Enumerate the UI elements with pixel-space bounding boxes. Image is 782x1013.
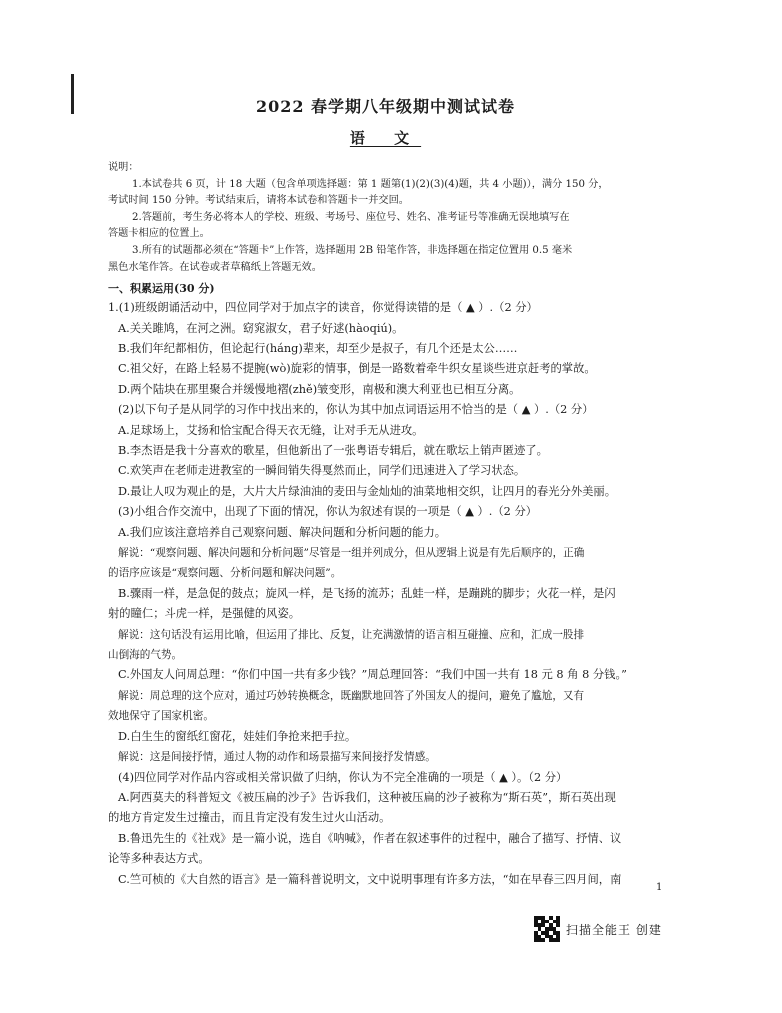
option-c: C.祖父好，在路上轻易不提腕(wò)旋彩的情事，倒是一路数着牵牛织女星谈些进京赶考的掌故。 — [118, 362, 596, 376]
explanation: 解说：这是间接抒情，通过人物的动作和场景描写来间接抒发情感。 — [118, 751, 436, 764]
question-1-4: (4)四位同学对作品内容或相关常识做了归纳，你认为不完全准确的一项是（ ▲ ）。（2 分） — [118, 770, 568, 784]
option-d: D.白生生的窗纸红窗花，娃娃们争抢来把手拉。 — [118, 729, 357, 743]
explanation: 解说：“观察问题、解决问题和分析问题”尽管是一组并列成分，但从逻辑上说是有先后顺序的，正确 — [118, 547, 585, 560]
option-b: B.我们年纪都相仿，但论起行(háng)辈来，却至少是叔子，有几个还是太公…… — [118, 341, 518, 355]
instruction-line: 3.所有的试题都必须在“答题卡”上作答，选择题用 2B 铅笔作答，非选择题在指定位置用 0.5 毫米 — [132, 244, 573, 256]
page-number: 1 — [656, 882, 663, 893]
explanation: 解说：周总理的这个应对，通过巧妙转换概念，既幽默地回答了外国友人的提问，避免了尴尬，又有 — [118, 689, 585, 702]
scanner-watermark — [534, 916, 662, 942]
explanation: 的语序应该是“观察问题、分析问题和解决问题”。 — [108, 567, 342, 580]
page-title: 2022 春学期八年级期中测试试卷 — [255, 97, 516, 116]
section-heading: 一、积累运用(30 分) — [108, 282, 215, 296]
explanation: 效地保守了国家机密。 — [108, 710, 214, 723]
instruction-line: 2.答题前，考生务必将本人的学校、班级、考场号、座位号、姓名、准考证号等准确无误地填写在 — [132, 211, 570, 223]
option-a: A.我们应该注意培养自己观察问题、解决问题和分析问题的能力。 — [118, 525, 447, 539]
instruction-line: 黑色水笔作答。在试卷或者草稿纸上答题无效。 — [108, 261, 322, 273]
option-a: A.足球场上，艾扬和恰宝配合得天衣无缝，让对手无从进攻。 — [118, 423, 424, 437]
option-c: C.外国友人问周总理：“你们中国一共有多少钱？”周总理回答：“我们中国一共有 18 元 8 角 8 分钱。” — [118, 668, 627, 682]
subject-heading: 语 文 — [349, 129, 422, 147]
instructions-heading: 说明： — [108, 162, 139, 173]
option-c: C.欢笑声在老师走进教室的一瞬间销失得戛然而止，同学们迅速进入了学习状态。 — [118, 464, 526, 478]
question-1-3: (3)小组合作交流中，出现了下面的情况，你认为叙述有误的一项是（ ▲ ）.（2 分） — [118, 505, 538, 519]
binding-margin-line — [71, 74, 74, 114]
watermark-text: 扫描全能王 创建 — [566, 922, 662, 937]
question-1-1: 1.(1)班级朗诵活动中，四位同学对于加点字的读音，你觉得读错的是（ ▲ ）.（2 分） — [108, 301, 538, 315]
question-1-2: (2)以下句子是从同学的习作中找出来的，你认为其中加点词语运用不恰当的是（ ▲ ）.（2 分） — [118, 403, 594, 417]
option-b: 射的瞳仁；斗虎一样，是强健的风姿。 — [108, 607, 301, 621]
option-b: B.鲁迅先生的《社戏》是一篇小说，选自《呐喊》，作者在叙述事件的过程中，融合了描写、抒情、议 — [118, 831, 622, 845]
instruction-line: 考试时间 150 分钟。考试结束后，请将本试卷和答题卡一并交回。 — [108, 195, 409, 207]
option-d: D.两个陆块在那里聚合并缓慢地褶(zhě)皱变形，南极和澳大利亚也已相互分离。 — [118, 382, 521, 396]
option-b: 论等多种表达方式。 — [108, 852, 210, 866]
qr-code-icon — [534, 916, 560, 942]
option-a: 的地方肯定发生过撞击，而且肯定没有发生过火山活动。 — [108, 811, 391, 825]
option-d: D.最让人叹为观止的是，大片大片绿油油的麦田与金灿灿的油菜地相交织，让四月的春光分外美丽。 — [118, 484, 617, 498]
instruction-line: 1.本试卷共 6 页，计 18 大题（包含单项选择题：第 1 题第(1)(2)(3)(4)题，共 4 小题)），满分 150 分， — [132, 178, 609, 190]
option-b: B.骤雨一样，是急促的鼓点；旋风一样，是飞扬的流苏；乱蛙一样，是蹦跳的脚步；火花一样，是闪 — [118, 586, 616, 600]
explanation: 解说：这句话没有运用比喻，但运用了排比、反复，让充满激情的语言相互碰撞、应和，汇成一股排 — [118, 628, 585, 641]
option-c: C.竺可桢的《大自然的语言》是一篇科普说明文，文中说明事理有许多方法，“如在早春三四月间，南 — [118, 872, 622, 886]
option-a: A.关关雎鸠，在河之洲。窈窕淑女，君子好逑(hàoqiú)。 — [118, 321, 404, 335]
instruction-line: 答题卡相应的位置上。 — [108, 228, 210, 240]
explanation: 山倒海的气势。 — [108, 649, 183, 662]
option-b: B.李杰语是我十分喜欢的歌星，但他新出了一张粤语专辑后，就在歌坛上销声匿迹了。 — [118, 444, 548, 457]
option-a: A.阿西莫夫的科普短文《被压扁的沙子》告诉我们，这种被压扁的沙子被称为“斯石英”，斯石英出现 — [118, 790, 616, 804]
instructions — [108, 160, 663, 276]
exam-page — [108, 86, 663, 890]
